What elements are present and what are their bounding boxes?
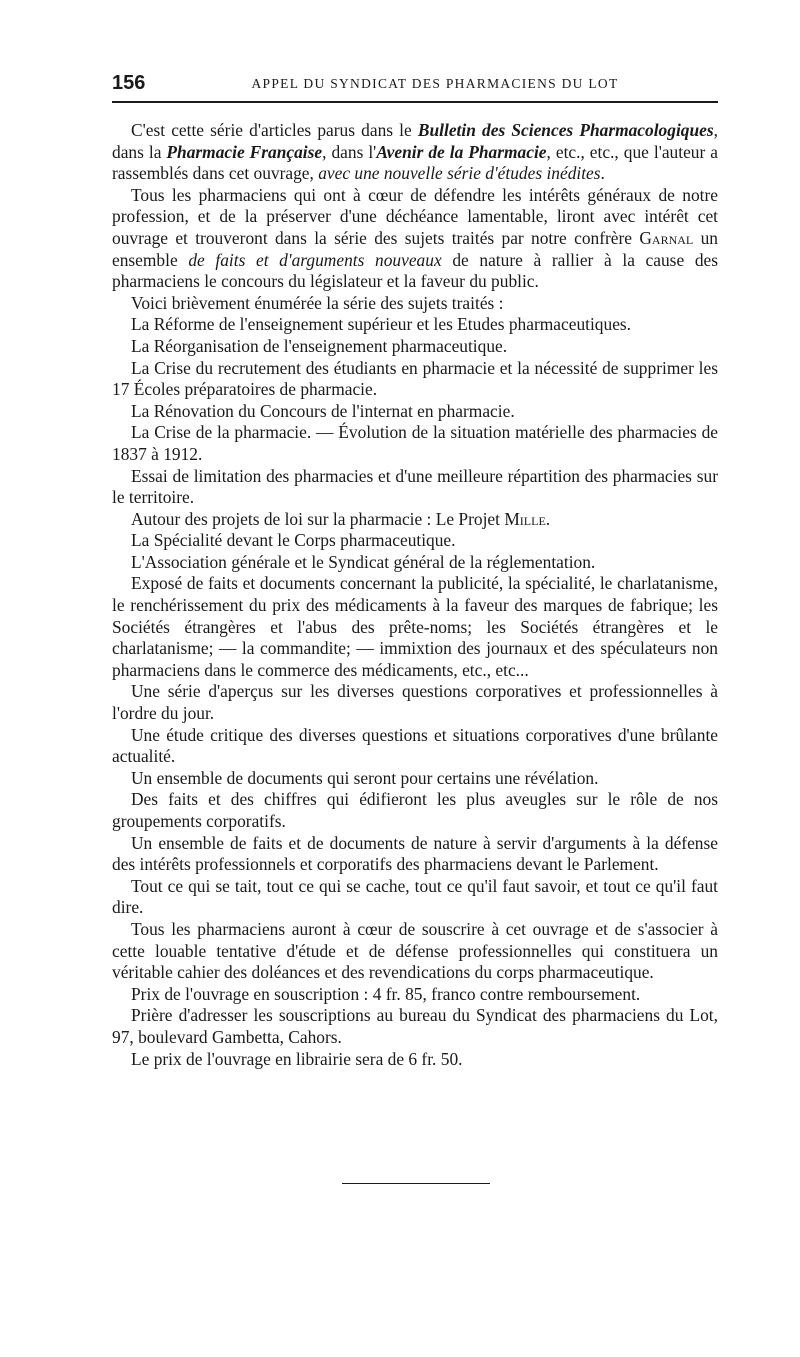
topic-item: Autour des projets de loi sur la pharmacie : Le Projet Mille. bbox=[131, 508, 551, 529]
topic-item: Une étude critique des diverses questions et situations corporatives d'une brûlante actualité. bbox=[112, 724, 718, 767]
journal-title: Avenir de la Pharmacie bbox=[376, 141, 547, 162]
emphasis-text: de faits et d'arguments nouveaux bbox=[188, 249, 442, 270]
topic-item: La Crise de la pharmacie. — Évolution de la situation matérielle des pharmacies de 1837 à 1912. bbox=[112, 422, 718, 464]
page-header bbox=[112, 66, 718, 98]
header-rule bbox=[112, 101, 718, 103]
paragraph-subscription-call: Tous les pharmaciens auront à cœur de souscrire à cet ouvrage et de s'associer à cette louable tentative d'étude et de défense professionnelles qui constituera un véritable cahier des doléances et des revendications du corps pharmaceutique. bbox=[112, 918, 718, 983]
topic-item: Un ensemble de documents qui seront pour certains une révélation. bbox=[131, 767, 599, 788]
topic-item: Exposé de faits et documents concernant la publicité, la spécialité, le charlatanisme, le renchérissement du prix des médicaments à la faveur des marques de fabrique; les Sociétés étrangères et l'abus des prête-noms; les Sociétés étrangères et le charlatanisme; — la commandite; — immixtion des journaux et des spéculateurs non pharmaciens dans le commerce des médicaments, etc., etc... bbox=[112, 573, 718, 680]
topic-item: La Rénovation du Concours de l'internat en pharmacie. bbox=[131, 400, 515, 421]
topic-item: La Réorganisation de l'enseignement pharmaceutique. bbox=[131, 335, 508, 356]
journal-title: Bulletin des Sciences Pharmacologiques bbox=[417, 120, 714, 140]
emphasis-text: avec une nouvelle série d'études inédites bbox=[318, 163, 601, 184]
topic-item: L'Association générale et le Syndicat général de la réglementation. bbox=[131, 551, 596, 572]
journal-title: Pharmacie Française bbox=[166, 141, 323, 162]
topic-item: La Réforme de l'enseignement supérieur et les Etudes pharmaceutiques. bbox=[131, 314, 632, 335]
topic-item: Des faits et des chiffres qui édifieront les plus aveugles sur le rôle de nos groupements corporatifs. bbox=[112, 789, 718, 831]
paragraph-intro: C'est cette série d'articles parus dans le Bulletin des Sciences Pharmacologiques, dans la Pharmacie Française, dans l'Avenir de la Pharmacie, etc., etc., que l'auteur a rassemblés dans cet ouvrage, avec une nouvelle série d'études inédites. bbox=[112, 120, 718, 184]
closing-rule bbox=[342, 1183, 490, 1184]
project-name: Mille bbox=[504, 508, 546, 529]
topic-item: La Crise du recrutement des étudiants en pharmacie et la nécessité de supprimer les 17 Écoles préparatoires de pharmacie. bbox=[112, 357, 718, 400]
topic-item: Essai de limitation des pharmacies et d'une meilleure répartition des pharmacies sur le territoire. bbox=[112, 465, 718, 508]
bookstore-price: Le prix de l'ouvrage en librairie sera de 6 fr. 50. bbox=[131, 1048, 463, 1069]
running-title: APPEL DU SYNDICAT DES PHARMACIENS DU LOT bbox=[251, 76, 619, 91]
subscription-price: Prix de l'ouvrage en souscription : 4 fr. 85, franco contre remboursement. bbox=[131, 983, 641, 1004]
topic-item: Une série d'aperçus sur les diverses questions corporatives et professionnelles à l'ordre du jour. bbox=[112, 681, 718, 724]
subscription-address: Prière d'adresser les souscriptions au bureau du Syndicat des pharmaciens du Lot, 97, boulevard Gambetta, Cahors. bbox=[112, 1005, 718, 1047]
topic-item: Un ensemble de faits et de documents de nature à servir d'arguments à la défense des intérêts professionnels et corporatifs des pharmaciens devant le Parlement. bbox=[112, 832, 718, 875]
body-text bbox=[112, 120, 718, 1070]
paragraph-appeal: Tous les pharmaciens qui ont à cœur de défendre les intérêts généraux de notre profession, et de la préserver d'une déchéance lamentable, liront avec intérêt cet ouvrage et trouveront dans la série des sujets traités par notre confrère Garnal un ensemble de faits et d'arguments nouveaux de nature à rallier à la cause des pharmaciens le concours du législateur et la faveur du public. bbox=[112, 184, 718, 292]
topic-item: La Spécialité devant le Corps pharmaceutique. bbox=[131, 530, 456, 551]
topic-item: Tout ce qui se tait, tout ce qui se cache, tout ce qu'il faut savoir, et tout ce qu'il faut dire. bbox=[112, 875, 718, 918]
paragraph-list-intro: Voici brièvement énumérée la série des sujets traités : bbox=[131, 292, 504, 313]
author-name: Garnal bbox=[639, 227, 694, 248]
page-number: 156 bbox=[112, 72, 146, 94]
